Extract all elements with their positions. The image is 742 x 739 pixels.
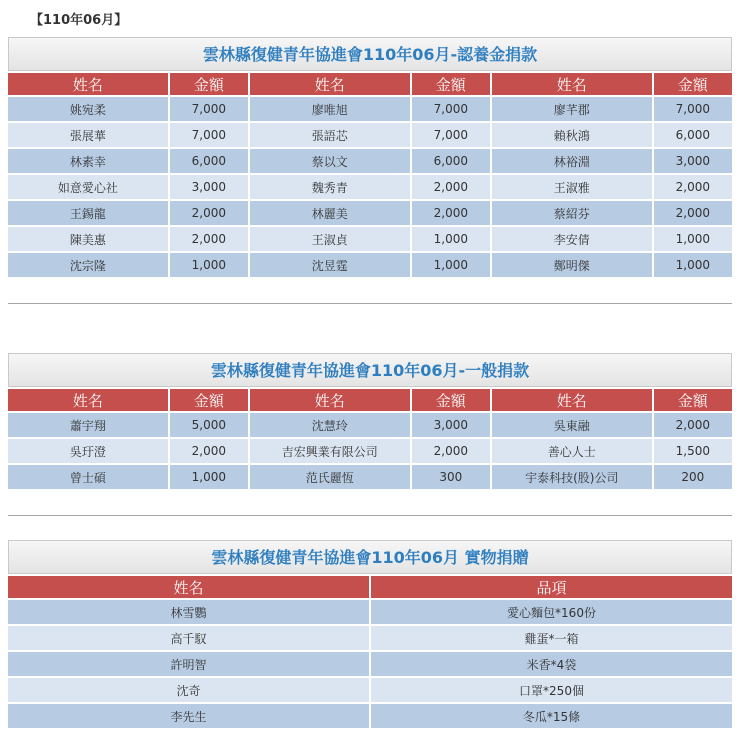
table-row: [8, 626, 732, 650]
month-tag: 【110年06月】: [30, 13, 128, 28]
donation-amount-cell: 200: [654, 465, 732, 489]
table-header-row: [8, 73, 732, 95]
donation-amount-cell: 1,000: [170, 465, 248, 489]
col-header-name: 姓名: [250, 73, 410, 95]
donor-name-cell: 張語芯: [250, 123, 410, 147]
donor-name-cell: 王淑貞: [250, 227, 410, 251]
table-row: [8, 253, 732, 277]
table-row: [8, 123, 732, 147]
table-row: [8, 227, 732, 251]
donor-name-cell: 蔡紹芬: [492, 201, 652, 225]
donation-amount-cell: 2,000: [170, 201, 248, 225]
donation-item-cell: 雞蛋*一箱: [371, 626, 732, 650]
col-header-name: 姓名: [492, 73, 652, 95]
donor-name-cell: 李先生: [8, 704, 369, 728]
donation-amount-cell: 3,000: [654, 149, 732, 173]
donor-name-cell: 沈奇: [8, 678, 369, 702]
table-row: [8, 97, 732, 121]
donation-amount-cell: 7,000: [412, 123, 490, 147]
donor-name-cell: 吉宏興業有限公司: [250, 439, 410, 463]
table-row: [8, 704, 732, 728]
donor-name-cell: 沈慧玲: [250, 413, 410, 437]
donor-name-cell: 姚宛柔: [8, 97, 168, 121]
donation-amount-cell: 300: [412, 465, 490, 489]
donor-name-cell: 陳美惠: [8, 227, 168, 251]
table-row: [8, 465, 732, 489]
donation-amount-cell: 2,000: [170, 439, 248, 463]
table-header-row: [8, 389, 732, 411]
donor-name-cell: 高千馭: [8, 626, 369, 650]
donation-amount-cell: 1,000: [412, 253, 490, 277]
section-title: 雲林縣復健青年協進會110年06月-認養金捐款: [8, 37, 732, 71]
col-header-amount: 金額: [170, 73, 248, 95]
in-kind-donation-table: [6, 574, 734, 730]
col-header-amount: 金額: [654, 73, 732, 95]
donation-amount-cell: 2,000: [412, 175, 490, 199]
donor-name-cell: 賴秋鴻: [492, 123, 652, 147]
donor-name-cell: 廖唯旭: [250, 97, 410, 121]
col-header-amount: 金額: [170, 389, 248, 411]
donation-amount-cell: 2,000: [412, 201, 490, 225]
donation-amount-cell: 2,000: [170, 227, 248, 251]
donor-name-cell: 林麗美: [250, 201, 410, 225]
donor-name-cell: 王淑雅: [492, 175, 652, 199]
general-donation-section: [8, 353, 732, 491]
table-body: [8, 97, 732, 277]
donation-amount-cell: 6,000: [170, 149, 248, 173]
donor-name-cell: 鄭明傑: [492, 253, 652, 277]
donor-name-cell: 沈宗隆: [8, 253, 168, 277]
donor-name-cell: 善心人士: [492, 439, 652, 463]
donation-amount-cell: 7,000: [412, 97, 490, 121]
col-header-name: 姓名: [8, 576, 369, 598]
donor-name-cell: 魏秀青: [250, 175, 410, 199]
col-header-amount: 金額: [412, 389, 490, 411]
section-title: 雲林縣復健青年協進會110年06月-一般捐款: [8, 353, 732, 387]
donor-name-cell: 如意愛心社: [8, 175, 168, 199]
donation-amount-cell: 7,000: [170, 97, 248, 121]
donation-amount-cell: 1,000: [412, 227, 490, 251]
section-divider: [8, 515, 732, 516]
donor-name-cell: 宇泰科技(股)公司: [492, 465, 652, 489]
donation-amount-cell: 2,000: [654, 413, 732, 437]
col-header-name: 姓名: [492, 389, 652, 411]
donation-item-cell: 愛心麵包*160份: [371, 600, 732, 624]
table-body: [8, 600, 732, 728]
donor-name-cell: 蔡以文: [250, 149, 410, 173]
donation-item-cell: 米香*4袋: [371, 652, 732, 676]
donor-name-cell: 王錫龍: [8, 201, 168, 225]
donor-name-cell: 林裕淵: [492, 149, 652, 173]
donor-name-cell: 曾士碩: [8, 465, 168, 489]
donor-name-cell: 沈昱霆: [250, 253, 410, 277]
sponsorship-donation-section: [8, 37, 732, 279]
donor-name-cell: 許明智: [8, 652, 369, 676]
col-header-item: 品項: [371, 576, 732, 598]
table-row: [8, 600, 732, 624]
donation-amount-cell: 1,000: [170, 253, 248, 277]
donation-amount-cell: 3,000: [412, 413, 490, 437]
donation-amount-cell: 7,000: [170, 123, 248, 147]
donation-item-cell: 冬瓜*15條: [371, 704, 732, 728]
donor-name-cell: 林素幸: [8, 149, 168, 173]
table-body: [8, 413, 732, 489]
donor-name-cell: 廖芊郡: [492, 97, 652, 121]
donation-amount-cell: 3,000: [170, 175, 248, 199]
donation-amount-cell: 6,000: [412, 149, 490, 173]
donation-item-cell: 口罩*250個: [371, 678, 732, 702]
col-header-name: 姓名: [8, 389, 168, 411]
col-header-amount: 金額: [412, 73, 490, 95]
donor-name-cell: 范氏麗恆: [250, 465, 410, 489]
donation-amount-cell: 2,000: [654, 175, 732, 199]
donation-amount-cell: 1,000: [654, 227, 732, 251]
section-divider: [8, 303, 732, 304]
col-header-name: 姓名: [250, 389, 410, 411]
table-row: [8, 201, 732, 225]
table-header-row: [8, 576, 732, 598]
section-title: 雲林縣復健青年協進會110年06月 實物捐贈: [8, 540, 732, 574]
donor-name-cell: 李安倩: [492, 227, 652, 251]
in-kind-donation-section: [8, 540, 732, 730]
donor-name-cell: 林雪鸚: [8, 600, 369, 624]
donation-amount-cell: 2,000: [412, 439, 490, 463]
donation-amount-cell: 6,000: [654, 123, 732, 147]
donation-amount-cell: 1,500: [654, 439, 732, 463]
general-donation-table: [6, 387, 734, 491]
table-row: [8, 439, 732, 463]
col-header-amount: 金額: [654, 389, 732, 411]
donation-amount-cell: 1,000: [654, 253, 732, 277]
donor-name-cell: 吳東融: [492, 413, 652, 437]
table-row: [8, 175, 732, 199]
donor-name-cell: 吳玗澄: [8, 439, 168, 463]
table-row: [8, 652, 732, 676]
table-row: [8, 413, 732, 437]
donor-name-cell: 蕭宇翔: [8, 413, 168, 437]
donation-amount-cell: 2,000: [654, 201, 732, 225]
col-header-name: 姓名: [8, 73, 168, 95]
donation-amount-cell: 7,000: [654, 97, 732, 121]
donation-amount-cell: 5,000: [170, 413, 248, 437]
donor-name-cell: 張展華: [8, 123, 168, 147]
sponsorship-donation-table: [6, 71, 734, 279]
table-row: [8, 678, 732, 702]
table-row: [8, 149, 732, 173]
